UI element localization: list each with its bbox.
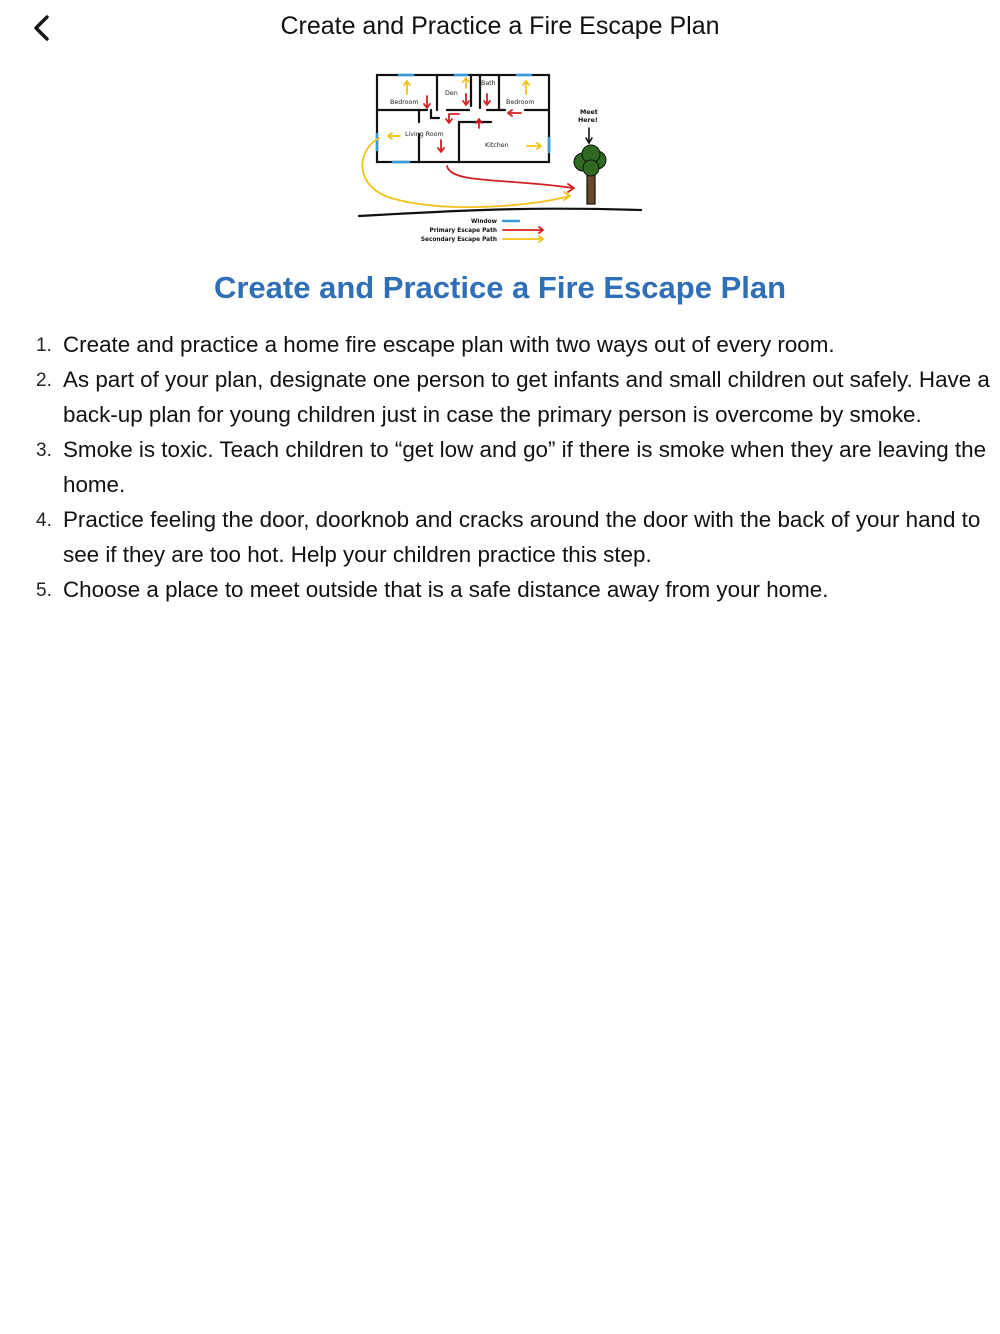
room-label-living-room: Living Room bbox=[405, 131, 444, 138]
section-heading: Create and Practice a Fire Escape Plan bbox=[213, 270, 787, 305]
list-item bbox=[0, 572, 990, 607]
navigation-bar bbox=[0, 0, 1000, 58]
step-text: Practice feeling the door, doorknob and cracks around the door with the back of your hand to see if they are too hot. Help your children practice this step. bbox=[63, 507, 981, 567]
list-item bbox=[0, 362, 990, 432]
list-item bbox=[0, 432, 990, 502]
step-text: As part of your plan, designate one person to get infants and small children out safely. Have a back-up plan for young children just in case the primary person is overcome by smoke. bbox=[63, 367, 990, 427]
legend-secondary-label: Secondary Escape Path bbox=[420, 237, 497, 243]
room-label-bath: Bath bbox=[481, 80, 496, 87]
meet-here-label-1: Meet bbox=[580, 109, 598, 116]
step-number: 5. bbox=[36, 580, 52, 601]
step-number: 3. bbox=[36, 440, 52, 461]
step-number: 1. bbox=[36, 335, 52, 356]
step-text: Smoke is toxic. Teach children to “get low and go” if there is smoke when they are leaving the home. bbox=[63, 437, 987, 497]
tree-icon bbox=[574, 145, 606, 204]
step-number: 4. bbox=[36, 510, 52, 531]
fire-escape-plan-diagram bbox=[355, 66, 645, 248]
legend-primary-label: Primary Escape Path bbox=[429, 228, 497, 234]
step-text: Choose a place to meet outside that is a safe distance away from your home. bbox=[63, 577, 829, 602]
legend-window-label: Window bbox=[471, 219, 497, 225]
room-label-den: Den bbox=[445, 90, 458, 97]
step-number: 2. bbox=[36, 370, 52, 391]
list-item bbox=[0, 327, 990, 362]
meet-here-label-2: Here! bbox=[578, 117, 598, 124]
room-label-kitchen: Kitchen bbox=[485, 142, 509, 149]
page-title: Create and Practice a Fire Escape Plan bbox=[280, 12, 720, 40]
room-label-bedroom-left: Bedroom bbox=[390, 99, 419, 106]
step-text: Create and practice a home fire escape plan with two ways out of every room. bbox=[63, 332, 835, 357]
list-item bbox=[0, 502, 990, 572]
room-label-bedroom-right: Bedroom bbox=[506, 99, 535, 106]
steps-list bbox=[0, 327, 990, 607]
